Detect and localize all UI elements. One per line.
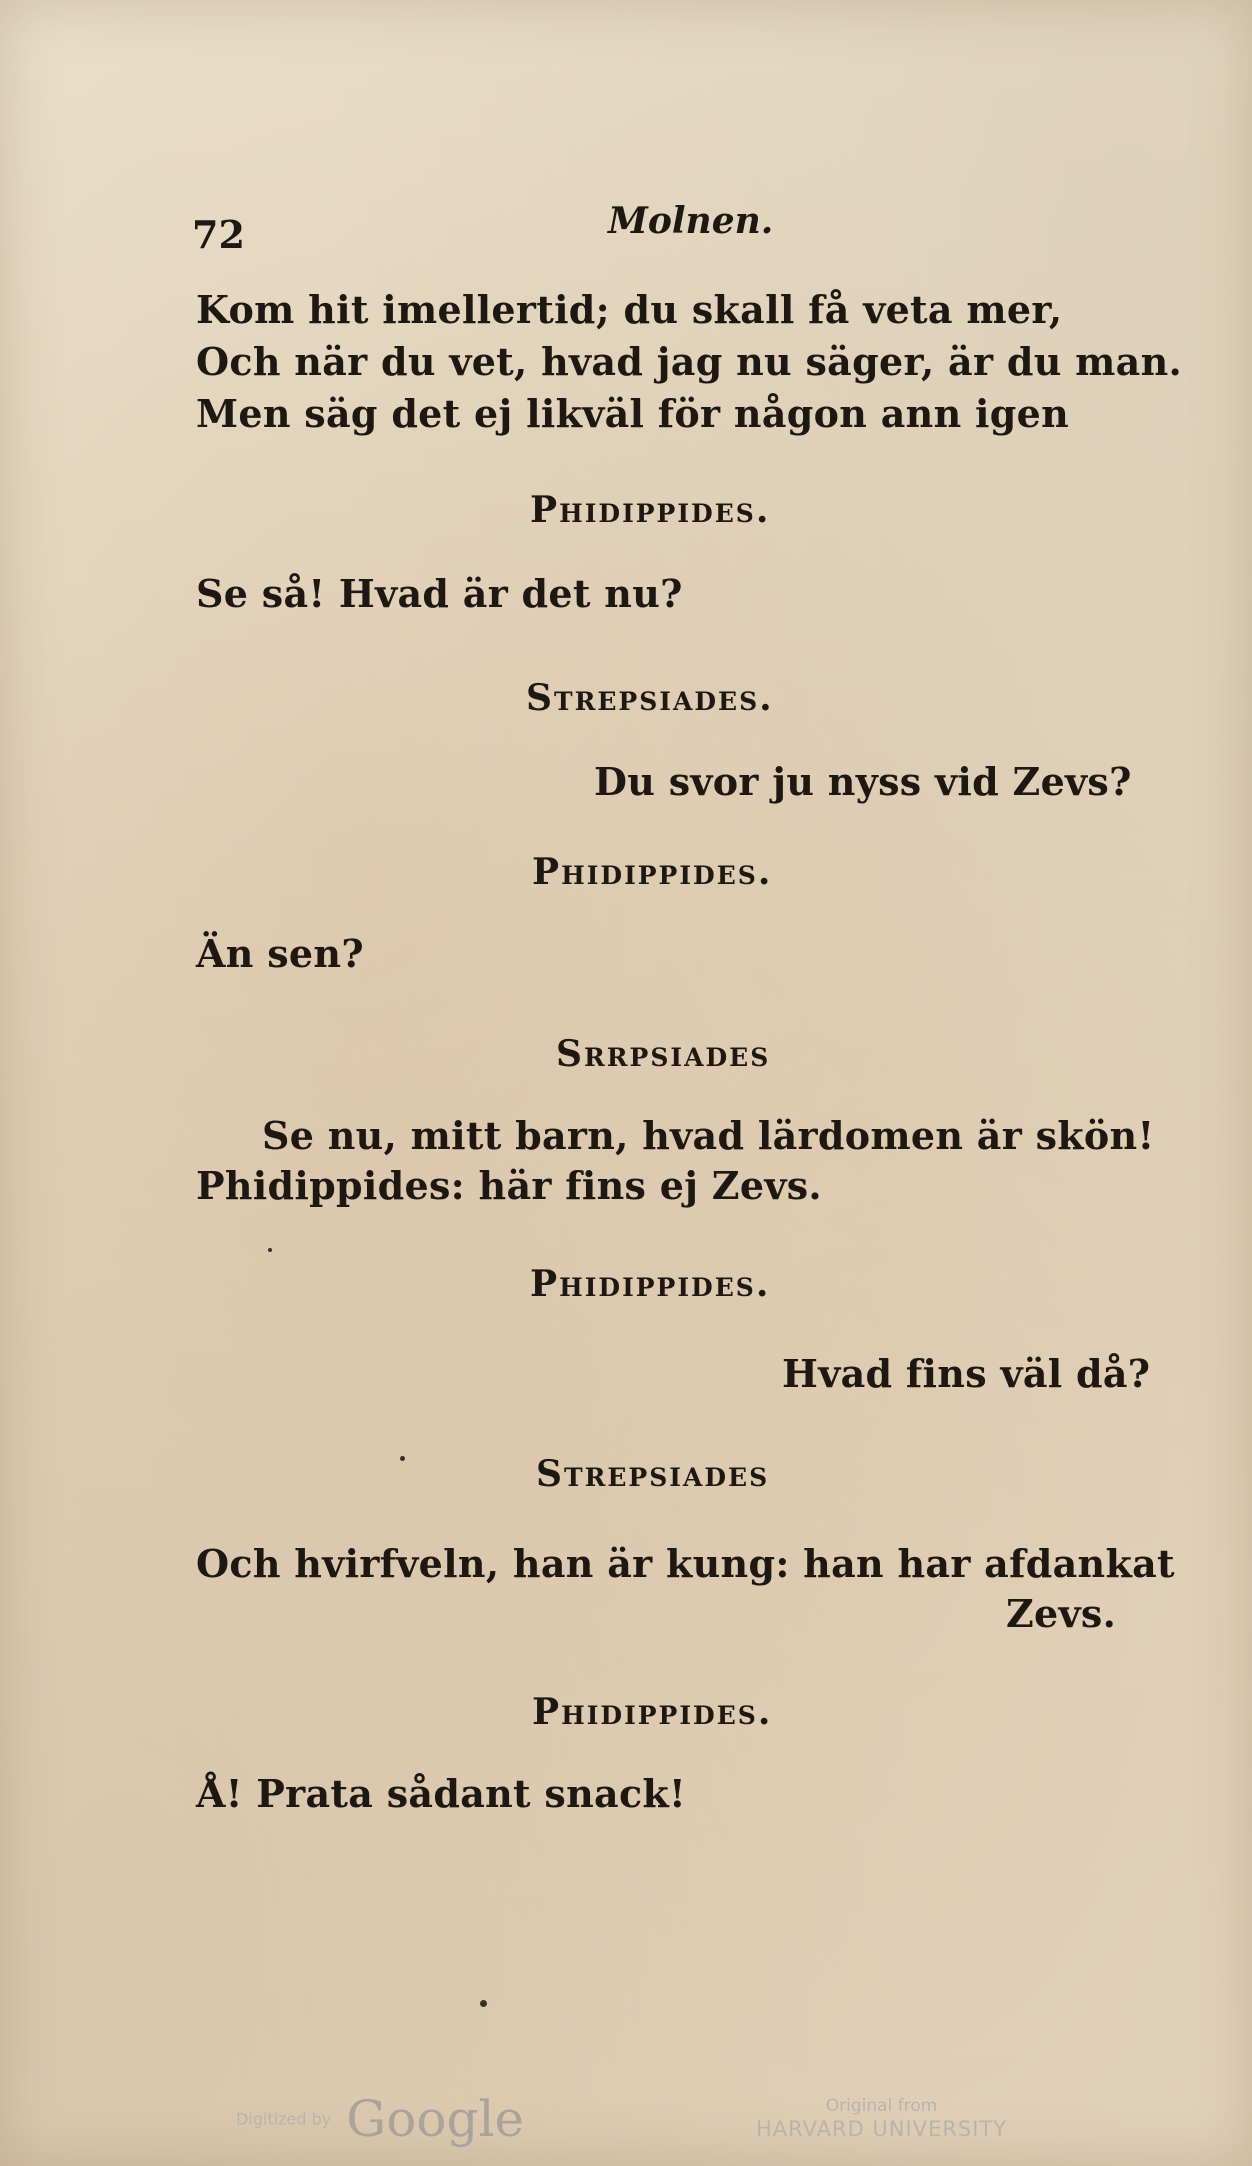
running-title: Molnen. <box>608 200 774 242</box>
verse-line: Än sen? <box>196 931 364 976</box>
google-logo: Google <box>346 2090 525 2148</box>
digitized-by-watermark <box>236 2090 524 2148</box>
verse-line: Och hvirfveln, han är kung: han har afdankat <box>196 1541 1175 1586</box>
ink-speck <box>268 1248 272 1252</box>
original-from-watermark <box>756 2096 1007 2142</box>
verse-line: Men säg det ej likväl för någon ann igen <box>196 391 1070 436</box>
speaker-name: Srrpsiades <box>556 1033 771 1075</box>
speaker-name: Phidippides. <box>530 489 771 531</box>
original-from-label: Original from <box>825 2096 938 2116</box>
page-number: 72 <box>192 212 245 257</box>
speaker-name: Strepsiades. <box>526 677 774 719</box>
speaker-name: Phidippides. <box>530 1263 771 1305</box>
institution-name: HARVARD UNIVERSITY <box>756 2117 1008 2141</box>
speaker-name: Phidippides. <box>532 1691 773 1733</box>
digitized-by-label: Digitized by <box>236 2109 332 2129</box>
verse-line: Kom hit imellertid; du skall få veta mer, <box>196 287 1063 332</box>
verse-line: Hvad fins väl då? <box>782 1351 1151 1396</box>
verse-line: Phidippides: här fins ej Zevs. <box>196 1163 822 1208</box>
verse-line: Du svor ju nyss vid Zevs? <box>594 759 1132 804</box>
verse-line: Se så! Hvad är det nu? <box>196 571 683 616</box>
verse-line: Se nu, mitt barn, hvad lärdomen är skön! <box>262 1113 1155 1158</box>
ink-speck <box>480 2000 487 2007</box>
speaker-name: Phidippides. <box>532 851 773 893</box>
ink-speck <box>400 1456 405 1461</box>
verse-line: Å! Prata sådant snack! <box>196 1771 687 1816</box>
verse-line: Zevs. <box>1006 1591 1117 1636</box>
verse-line: Och när du vet, hvad jag nu säger, är du man. <box>196 339 1183 384</box>
speaker-name: Strepsiades <box>536 1453 770 1495</box>
